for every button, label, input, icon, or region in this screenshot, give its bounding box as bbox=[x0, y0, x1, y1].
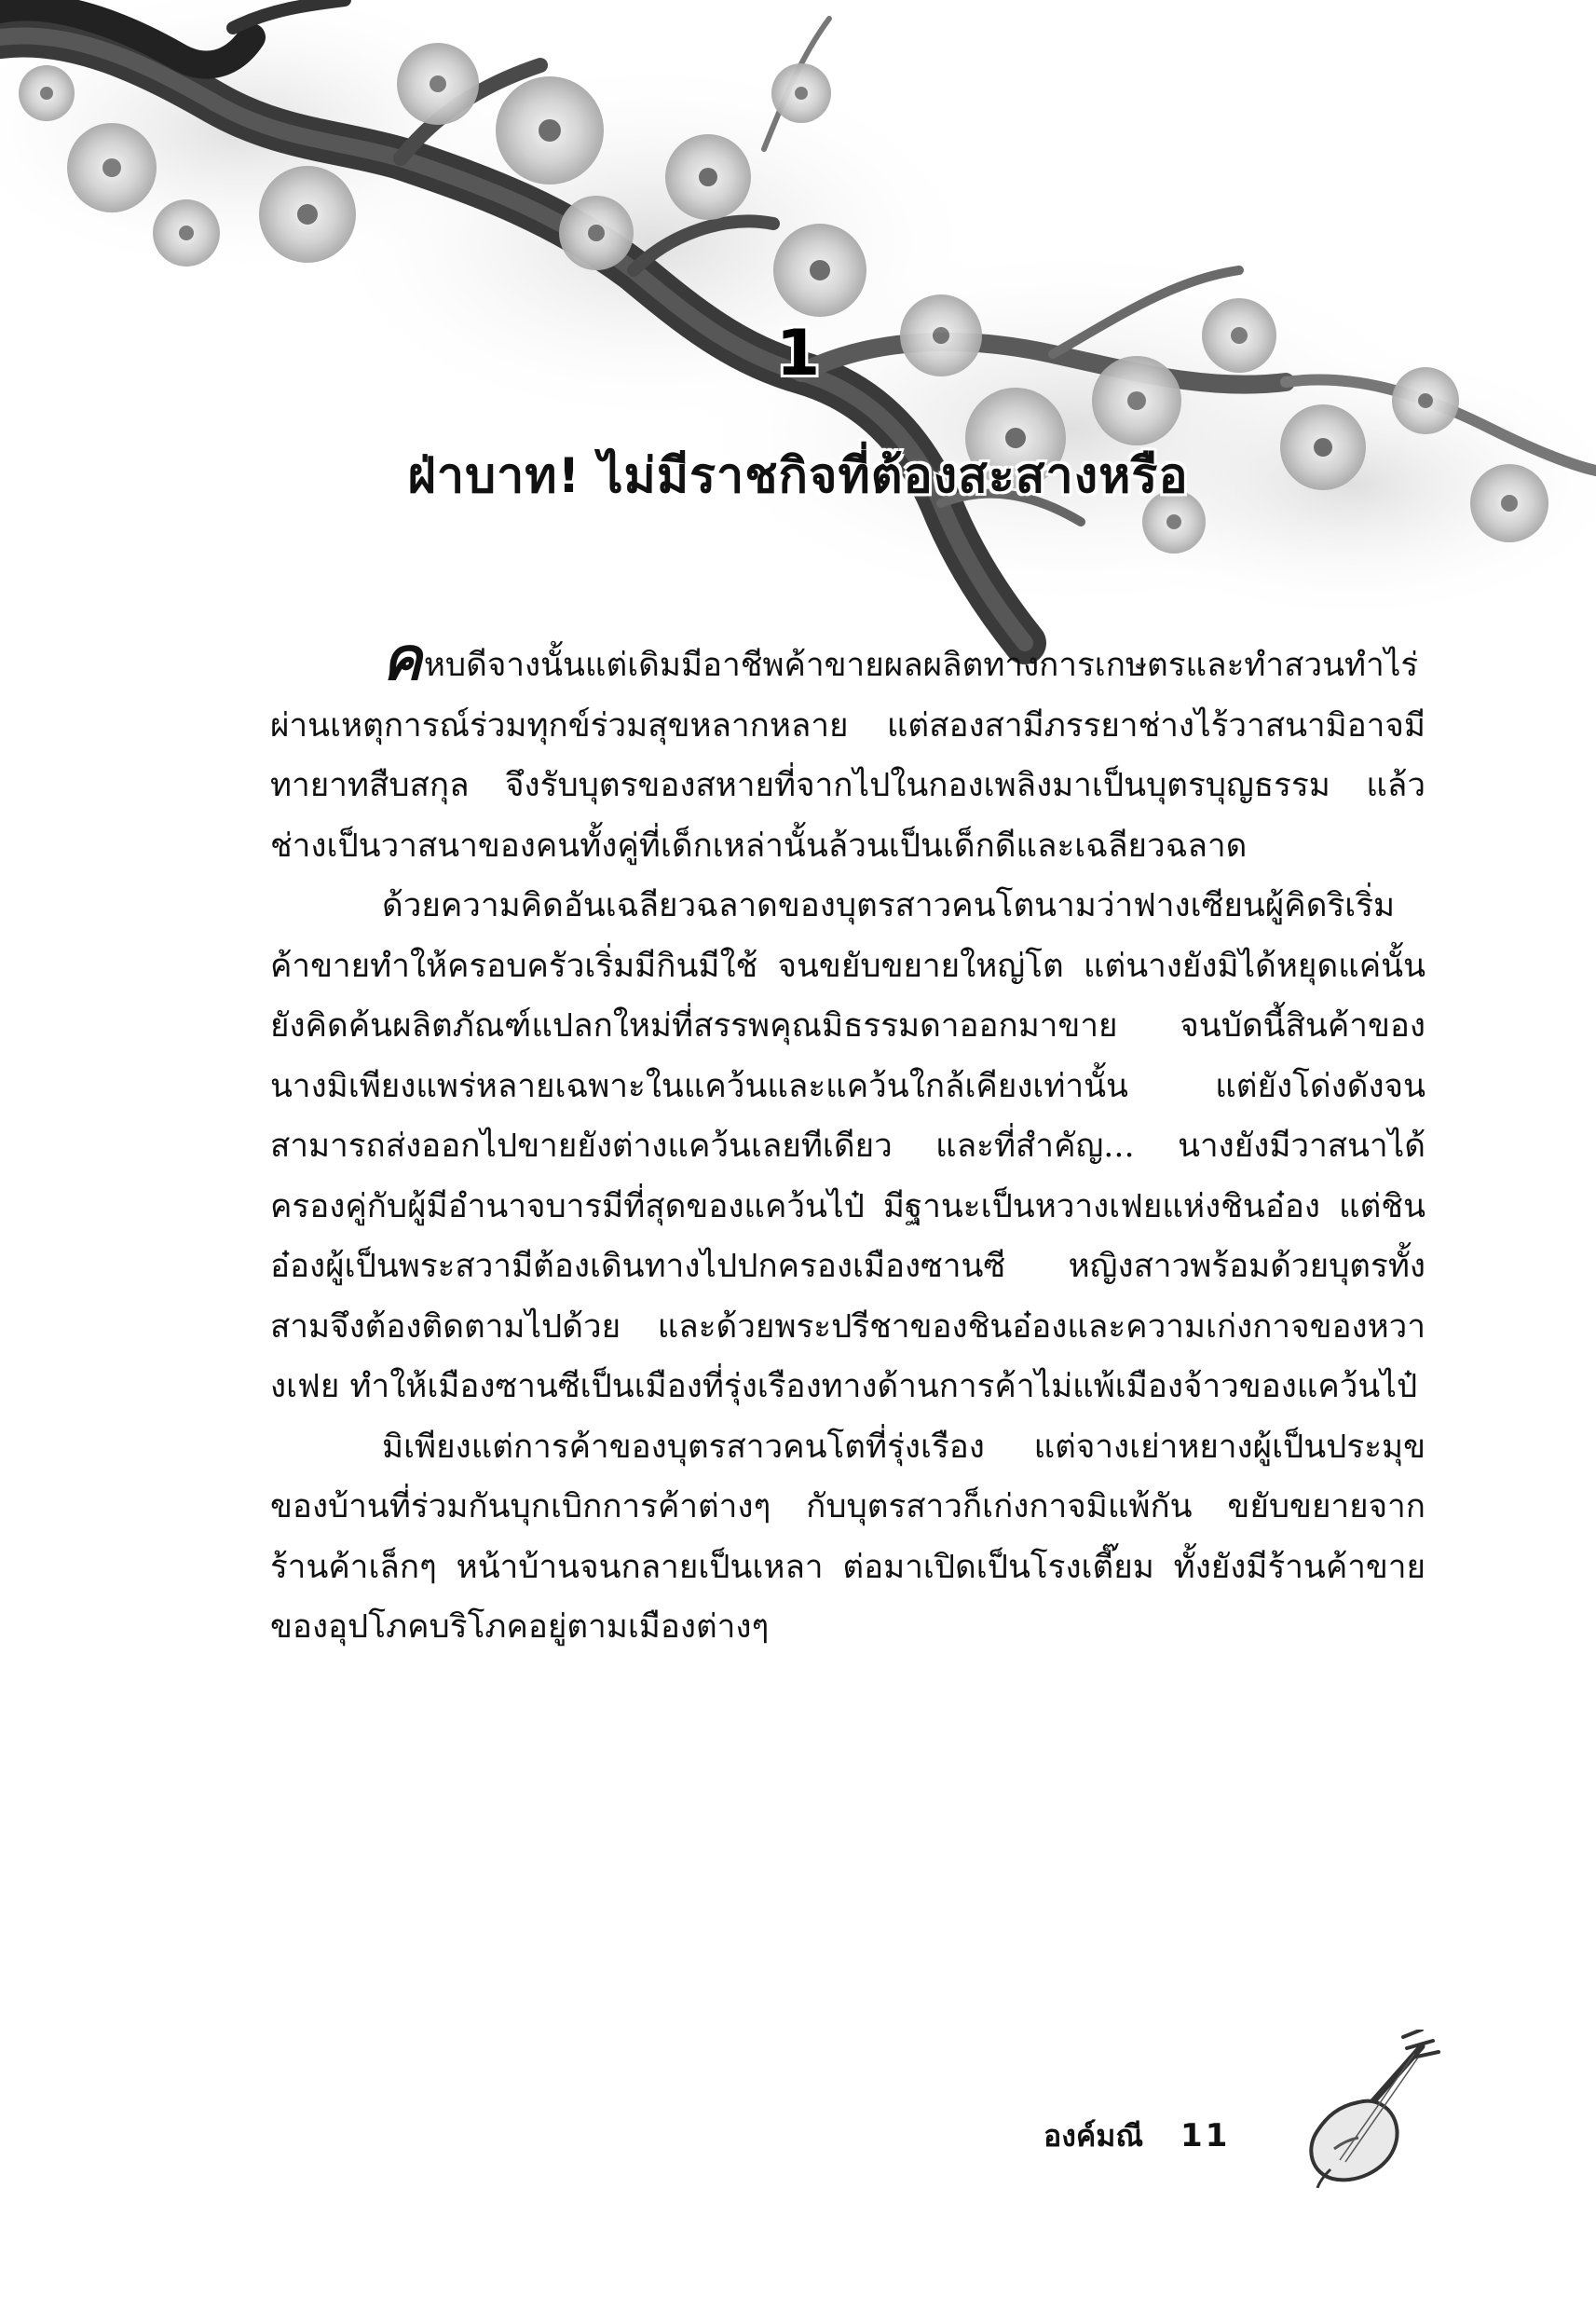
chapter-title: ฝ่าบาท! ไม่มีราชกิจที่ต้องสะสางหรือ bbox=[407, 448, 1189, 504]
chapter-number: 1 bbox=[775, 317, 821, 390]
pipa-icon bbox=[1303, 2030, 1442, 2188]
footer-author: องค์มณี bbox=[1044, 2117, 1144, 2154]
chapter-body bbox=[270, 625, 1425, 1658]
drop-cap: ค bbox=[382, 625, 422, 694]
page-number: 11 bbox=[1180, 2117, 1231, 2154]
paragraph-text: หบดีจางนั้นแต่เดิมมีอาชีพค้าขายผลผลิตทางการเกษตรและทำสวนทำไร่ ผ่านเหตุการณ์ร่วมทุกข์ร่วมสุขหลากหลาย แต่สองสามีภรรยาช่างไร้วาสนามิอาจมีทายาทสืบสกุล จึงรับบุตรของสหายที่จากไปในกองเพลิงมาเป็นบุตรบุญธรรม แล้วช่างเป็นวาสนาของคนทั้งคู่ที่เด็กเหล่านั้นล้วนเป็นเด็กดีและเฉลียวฉลาด bbox=[270, 647, 1425, 865]
body-paragraph bbox=[270, 625, 1425, 876]
body-paragraph: ด้วยความคิดอันเฉลียวฉลาดของบุตรสาวคนโตนามว่าฟางเซียนผู้คิดริเริ่มค้าขายทำให้ครอบครัวเริ่มมีกินมีใช้ จนขยับขยายใหญ่โต แต่นางยังมิได้หยุดแค่นั้น ยังคิดค้นผลิตภัณฑ์แปลกใหม่ที่สรรพคุณมิธรรมดาออกมาขาย จนบัดนี้สินค้าของนางมิเพียงแพร่หลายเฉพาะในแคว้นและแคว้นใกล้เคียงเท่านั้น แต่ยังโด่งดังจนสามารถส่งออกไปขายยังต่างแคว้นเลยทีเดียว และที่สำคัญ... นางยังมีวาสนาได้ครองคู่กับผู้มีอำนาจบารมีที่สุดของแคว้นไป๋ มีฐานะเป็นหวางเฟยแห่งชินอ๋อง แต่ชินอ๋องผู้เป็นพระสวามีต้องเดินทางไปปกครองเมืองซานซี หญิงสาวพร้อมด้วยบุตรทั้งสามจึงต้องติดตามไปด้วย และด้วยพระปรีชาของชินอ๋องและความเก่งกาจของหวางเฟย ทำให้เมืองซานซีเป็นเมืองที่รุ่งเรืองทางด้านการค้าไม่แพ้เมืองจ้าวของแคว้นไป๋ bbox=[270, 887, 1425, 1405]
page-footer bbox=[1044, 2108, 1230, 2164]
body-paragraph: มิเพียงแต่การค้าของบุตรสาวคนโตที่รุ่งเรือง แต่จางเย่าหยางผู้เป็นประมุขของบ้านที่ร่วมกันบุกเบิกการค้าต่างๆ กับบุตรสาวก็เก่งกาจมิแพ้กัน ขยับขยายจากร้านค้าเล็กๆ หน้าบ้านจนกลายเป็นเหลา ต่อมาเปิดเป็นโรงเตี๊ยม ทั้งยังมีร้านค้าขายของอุปโภคบริโภคอยู่ตามเมืองต่างๆ bbox=[270, 1428, 1425, 1646]
